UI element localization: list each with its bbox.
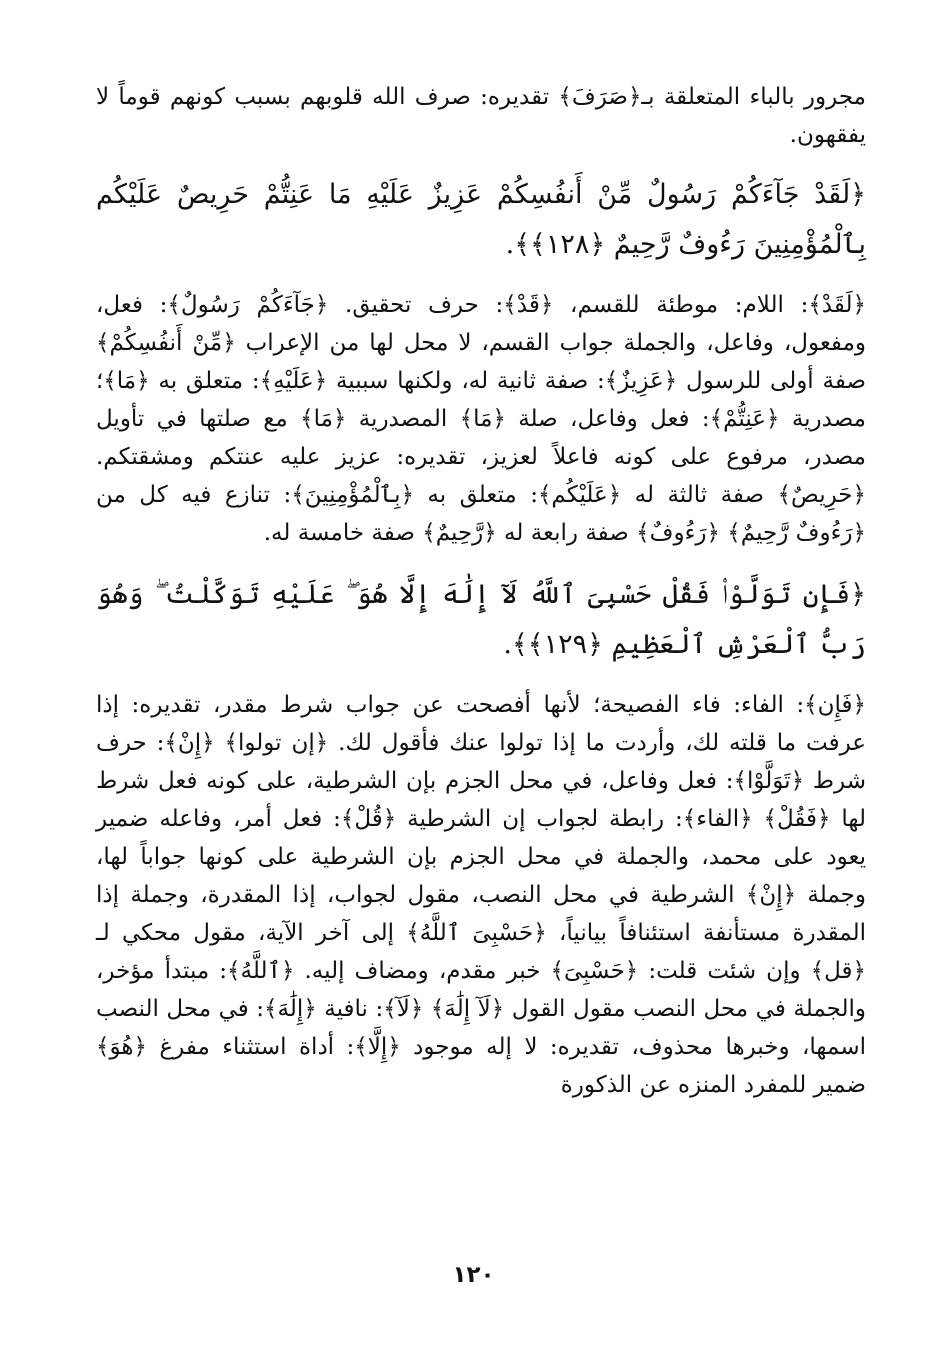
quran-verse-128: ﴿لَقَدْ جَآءَكُمْ رَسُولٌ مِّنْ أَنفُسِكُمْ عَزِيزٌ عَلَيْهِ مَا عَنِتُّمْ حَرِيصٌ عَلَيْكُم بِٱلْمُؤْمِنِينَ رَءُوفٌ رَّحِيمٌ ﴿١٢٨﴾﴾.: [96, 179, 866, 260]
page-number: ١٢٠: [452, 1262, 495, 1288]
text-paragraph-2: ﴿لَقَدْ﴾: اللام: موطئة للقسم، ﴿قَدْ﴾: حرف تحقيق. ﴿جَآءَكُمْ رَسُولٌ﴾: فعل، ومفعول، وفاعل، والجملة جواب القسم، لا محل لها من الإعراب ﴿مِّنْ أَنفُسِكُمْ﴾ صفة أولى للرسول ﴿عَزِيزٌ﴾: صفة ثانية له، ولكنها سببية ﴿عَلَيْهِ﴾: متعلق به ﴿مَا﴾؛ مصدرية ﴿عَنِتُّمْ﴾: فعل وفاعل، صلة ﴿مَا﴾ المصدرية ﴿مَا﴾ مع صلتها في تأويل مصدر، مرفوع على كونه فاعلاً لعزيز، تقديره: عزيز عليه عنتكم ومشقتكم. ﴿حَرِيصٌ﴾ صفة ثالثة له ﴿عَلَيْكُم﴾: متعلق به ﴿بِٱلْمُؤْمِنِينَ﴾: تنازع فيه كل من ﴿رَءُوفٌ رَّحِيمٌ﴾ ﴿رَءُوفٌ﴾ صفة رابعة له ﴿رَّحِيمٌ﴾ صفة خامسة له.: [96, 292, 866, 546]
quran-verse-129: ﴿فَإِن تَوَلَّوْا۟ فَقُلْ حَسْبِىَ ٱللَّهُ لَآ إِلَٰهَ إِلَّا هُوَ ۖ عَلَيْهِ تَوَكَّلْتُ ۖ وَهُوَ رَبُّ ٱلْعَرْشِ ٱلْعَظِيمِ ﴿١٢٩﴾﴾.: [96, 579, 866, 660]
page-body: [96, 78, 866, 1104]
text-paragraph-1: مجرور بالباء المتعلقة بـ﴿صَرَفَ﴾ تقديره: صرف الله قلوبهم بسبب كونهم قوماً لا يفقهون.: [96, 84, 866, 148]
text-paragraph-3: ﴿فَإِن﴾: الفاء: فاء الفصيحة؛ لأنها أفصحت عن جواب شرط مقدر، تقديره: إذا عرفت ما قلته لك، وأردت ما إذا تولوا عنك فأقول لك. ﴿إن تولوا﴾ ﴿إِنْ﴾: حرف شرط ﴿تَوَلَّوْا﴾: فعل وفاعل، في محل الجزم بإن الشرطية، على كونه فعل شرط لها ﴿فَقُلْ﴾ ﴿الفاء﴾: رابطة لجواب إن الشرطية ﴿قُلْ﴾: فعل أمر، وفاعله ضمير يعود على محمد، والجملة في محل الجزم بإن الشرطية على كونها جواباً لها، وجملة ﴿إِنْ﴾ الشرطية في محل النصب، مقول لجواب، إذا المقدرة، وجملة إذا المقدرة مستأنفة استئنافاً بيانياً، ﴿حَسْبِىَ ٱللَّهُ﴾ إلى آخر الآية، مقول محكي لـ ﴿قل﴾ وإن شئت قلت: ﴿حَسْبِىَ﴾ خبر مقدم، ومضاف إليه. ﴿ٱللَّهُ﴾: مبتدأ مؤخر، والجملة في محل النصب مقول القول ﴿لَآ إِلَٰهَ﴾ ﴿لَآ﴾: نافية ﴿إِلَٰهَ﴾: في محل النصب اسمها، وخبرها محذوف، تقديره: لا إله موجود ﴿إِلَّا﴾: أداة استثناء مفرغ ﴿هُوَ﴾ ضمير للمفرد المنزه عن الذكورة: [96, 692, 866, 1098]
